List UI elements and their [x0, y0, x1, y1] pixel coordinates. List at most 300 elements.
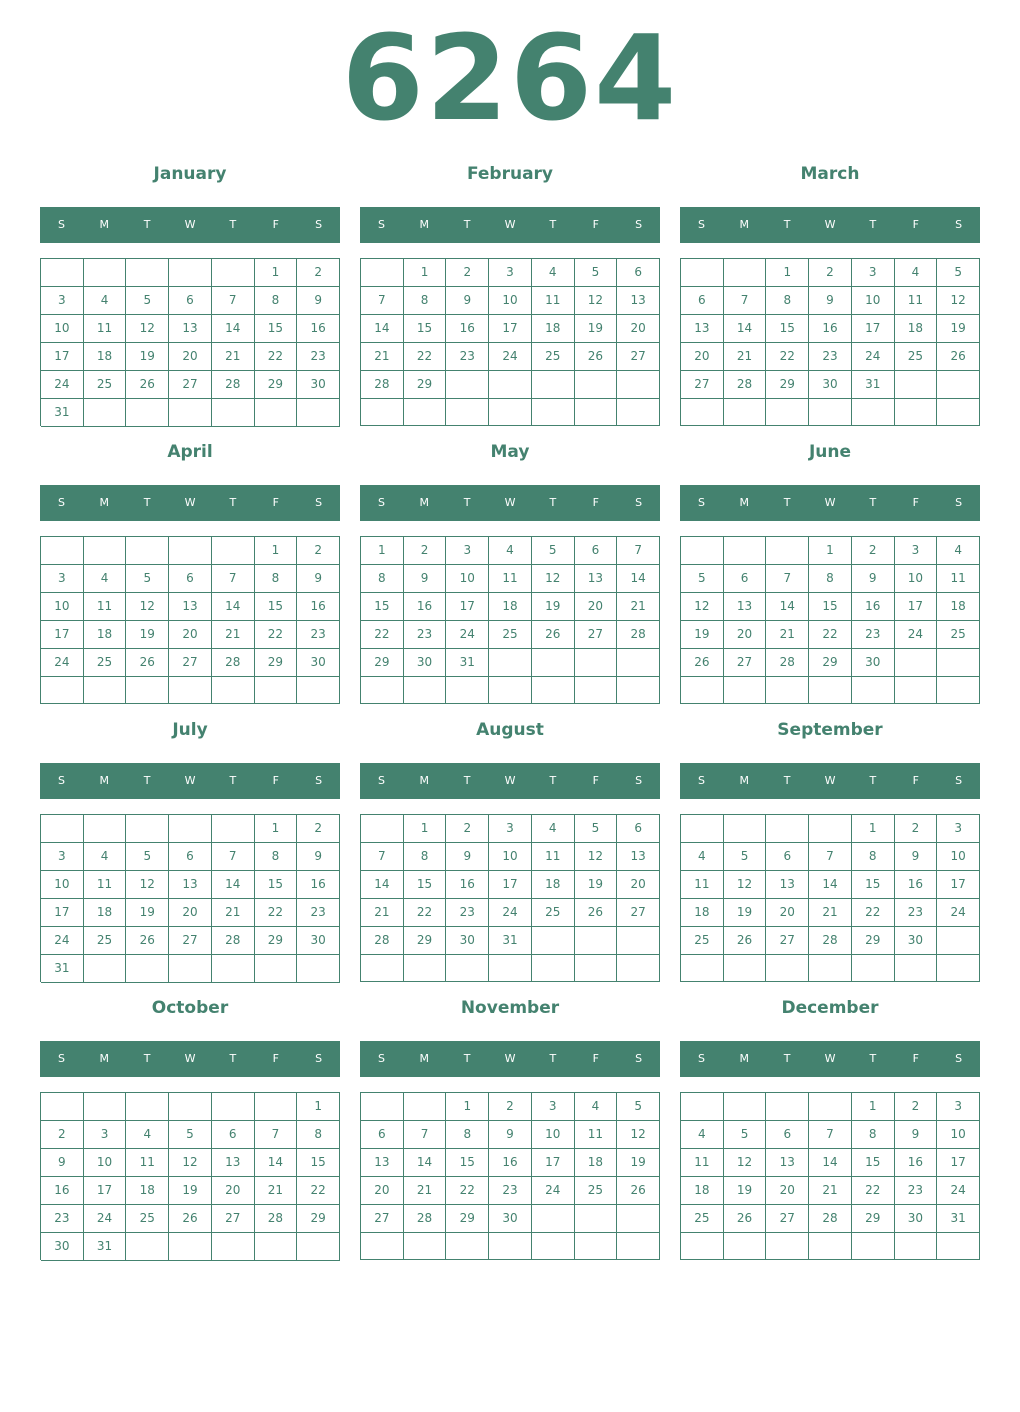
day-cell: 26 — [724, 927, 767, 955]
day-cell: 17 — [852, 315, 895, 343]
empty-day-cell — [126, 815, 169, 843]
day-cell: 30 — [895, 927, 938, 955]
empty-day-cell — [84, 677, 127, 704]
day-cell: 6 — [169, 565, 212, 593]
day-cell: 27 — [681, 371, 724, 399]
empty-day-cell — [169, 259, 212, 287]
weekday-label: T — [143, 218, 151, 231]
empty-day-cell — [575, 1205, 618, 1233]
empty-day-cell — [532, 649, 575, 677]
day-cell: 29 — [255, 371, 298, 399]
day-cell: 4 — [937, 537, 980, 565]
day-cell: 1 — [852, 815, 895, 843]
day-cell: 23 — [446, 343, 489, 371]
empty-day-cell — [84, 537, 127, 565]
day-cell: 3 — [446, 537, 489, 565]
empty-day-cell — [169, 1233, 212, 1261]
day-cell: 1 — [852, 1093, 895, 1121]
day-cell: 2 — [446, 815, 489, 843]
day-cell: 17 — [937, 871, 980, 899]
day-grid — [40, 1092, 340, 1260]
weekday-label: W — [504, 496, 516, 509]
day-cell: 3 — [41, 843, 84, 871]
day-cell: 3 — [852, 259, 895, 287]
empty-day-cell — [895, 399, 938, 426]
day-cell: 15 — [446, 1149, 489, 1177]
day-cell: 19 — [126, 621, 169, 649]
weekday-header — [680, 485, 980, 521]
weekday-label: T — [549, 496, 557, 509]
day-cell: 21 — [212, 621, 255, 649]
day-cell: 17 — [41, 621, 84, 649]
empty-day-cell — [126, 1093, 169, 1121]
empty-day-cell — [766, 677, 809, 704]
weekday-label: F — [592, 218, 599, 231]
month-name: January — [153, 164, 227, 184]
day-cell: 26 — [617, 1177, 660, 1205]
empty-day-cell — [41, 259, 84, 287]
day-cell: 17 — [895, 593, 938, 621]
day-cell: 22 — [404, 899, 447, 927]
empty-day-cell — [895, 649, 938, 677]
day-cell: 18 — [681, 899, 724, 927]
empty-day-cell — [126, 955, 169, 983]
day-cell: 7 — [809, 843, 852, 871]
weekday-label: T — [143, 496, 151, 509]
day-cell: 6 — [681, 287, 724, 315]
empty-day-cell — [126, 1233, 169, 1261]
weekday-label: W — [184, 774, 196, 787]
weekday-label: T — [229, 1052, 237, 1065]
day-cell: 11 — [489, 565, 532, 593]
day-cell: 1 — [255, 259, 298, 287]
weekday-label: F — [912, 774, 919, 787]
day-cell: 26 — [169, 1205, 212, 1233]
day-cell: 24 — [937, 1177, 980, 1205]
day-cell: 7 — [724, 287, 767, 315]
day-cell: 6 — [212, 1121, 255, 1149]
day-cell: 17 — [489, 871, 532, 899]
empty-day-cell — [41, 677, 84, 704]
day-cell: 2 — [41, 1121, 84, 1149]
day-cell: 15 — [297, 1149, 340, 1177]
day-cell: 19 — [169, 1177, 212, 1205]
year-title: 6264 — [341, 9, 679, 147]
day-cell: 13 — [766, 1149, 809, 1177]
empty-day-cell — [212, 677, 255, 704]
day-cell: 7 — [212, 565, 255, 593]
day-cell: 3 — [895, 537, 938, 565]
weekday-label: W — [824, 1052, 836, 1065]
day-cell: 9 — [446, 843, 489, 871]
day-cell: 25 — [937, 621, 980, 649]
empty-day-cell — [212, 815, 255, 843]
empty-day-cell — [255, 955, 298, 983]
day-cell: 4 — [532, 815, 575, 843]
empty-day-cell — [724, 1093, 767, 1121]
empty-day-cell — [809, 1233, 852, 1260]
weekday-label: S — [955, 1052, 963, 1065]
day-grid — [680, 536, 980, 704]
day-cell: 2 — [404, 537, 447, 565]
day-cell: 1 — [297, 1093, 340, 1121]
weekday-header — [360, 207, 660, 243]
day-cell: 12 — [681, 593, 724, 621]
day-cell: 23 — [852, 621, 895, 649]
day-cell: 31 — [41, 955, 84, 983]
day-cell: 16 — [895, 1149, 938, 1177]
day-cell: 19 — [617, 1149, 660, 1177]
day-cell: 17 — [446, 593, 489, 621]
month-name: May — [490, 442, 530, 462]
empty-day-cell — [724, 259, 767, 287]
weekday-label: S — [635, 496, 643, 509]
day-cell: 20 — [575, 593, 618, 621]
empty-day-cell — [532, 371, 575, 399]
day-cell: 31 — [41, 399, 84, 427]
day-cell: 23 — [895, 1177, 938, 1205]
day-cell: 20 — [617, 315, 660, 343]
day-cell: 22 — [852, 1177, 895, 1205]
month-name: June — [808, 442, 852, 462]
day-cell: 18 — [895, 315, 938, 343]
empty-day-cell — [532, 677, 575, 704]
day-cell: 28 — [809, 927, 852, 955]
empty-day-cell — [766, 537, 809, 565]
empty-day-cell — [937, 371, 980, 399]
month-name: November — [460, 998, 560, 1018]
day-grid — [40, 258, 340, 426]
empty-day-cell — [126, 399, 169, 427]
weekday-label: T — [229, 496, 237, 509]
day-cell: 15 — [809, 593, 852, 621]
day-cell: 15 — [852, 1149, 895, 1177]
day-cell: 16 — [895, 871, 938, 899]
day-cell: 11 — [126, 1149, 169, 1177]
day-cell: 26 — [126, 927, 169, 955]
day-cell: 14 — [809, 871, 852, 899]
day-cell: 5 — [126, 287, 169, 315]
day-cell: 27 — [169, 371, 212, 399]
day-cell: 23 — [895, 899, 938, 927]
day-cell: 28 — [361, 371, 404, 399]
day-cell: 10 — [489, 287, 532, 315]
month-name: October — [151, 998, 229, 1018]
day-cell: 25 — [532, 343, 575, 371]
day-cell: 28 — [404, 1205, 447, 1233]
day-cell: 30 — [404, 649, 447, 677]
day-cell: 17 — [41, 899, 84, 927]
day-cell: 3 — [489, 259, 532, 287]
day-cell: 27 — [724, 649, 767, 677]
day-cell: 24 — [446, 621, 489, 649]
empty-day-cell — [489, 371, 532, 399]
day-cell: 30 — [297, 927, 340, 955]
day-cell: 27 — [766, 1205, 809, 1233]
day-cell: 17 — [532, 1149, 575, 1177]
empty-day-cell — [724, 815, 767, 843]
day-cell: 9 — [895, 1121, 938, 1149]
empty-day-cell — [361, 1233, 404, 1260]
empty-day-cell — [575, 677, 618, 704]
day-cell: 25 — [681, 927, 724, 955]
empty-day-cell — [446, 1233, 489, 1260]
empty-day-cell — [766, 955, 809, 982]
empty-day-cell — [212, 1233, 255, 1261]
day-cell: 8 — [255, 565, 298, 593]
weekday-label: T — [549, 218, 557, 231]
weekday-label: S — [697, 1052, 705, 1065]
empty-day-cell — [212, 955, 255, 983]
empty-day-cell — [617, 927, 660, 955]
day-cell: 27 — [212, 1205, 255, 1233]
empty-day-cell — [575, 1233, 618, 1260]
day-cell: 8 — [852, 1121, 895, 1149]
empty-day-cell — [361, 399, 404, 426]
day-cell: 20 — [169, 899, 212, 927]
day-cell: 20 — [212, 1177, 255, 1205]
day-cell: 9 — [297, 843, 340, 871]
empty-day-cell — [297, 1233, 340, 1261]
day-cell: 7 — [809, 1121, 852, 1149]
day-cell: 2 — [809, 259, 852, 287]
empty-day-cell — [809, 1093, 852, 1121]
empty-day-cell — [532, 955, 575, 982]
day-cell: 30 — [809, 371, 852, 399]
weekday-label: W — [824, 774, 836, 787]
day-cell: 31 — [937, 1205, 980, 1233]
empty-day-cell — [361, 815, 404, 843]
day-cell: 12 — [575, 287, 618, 315]
empty-day-cell — [532, 1205, 575, 1233]
day-cell: 25 — [126, 1205, 169, 1233]
day-cell: 10 — [41, 871, 84, 899]
empty-day-cell — [681, 399, 724, 426]
day-cell: 3 — [937, 1093, 980, 1121]
day-cell: 20 — [169, 343, 212, 371]
day-cell: 27 — [617, 343, 660, 371]
day-cell: 11 — [84, 593, 127, 621]
empty-day-cell — [489, 677, 532, 704]
empty-day-cell — [617, 955, 660, 982]
empty-day-cell — [404, 1233, 447, 1260]
day-cell: 26 — [532, 621, 575, 649]
day-cell: 29 — [852, 927, 895, 955]
day-cell: 29 — [809, 649, 852, 677]
weekday-label: T — [869, 496, 877, 509]
weekday-header — [360, 1041, 660, 1077]
day-cell: 28 — [212, 371, 255, 399]
day-cell: 18 — [532, 315, 575, 343]
empty-day-cell — [937, 649, 980, 677]
empty-day-cell — [404, 399, 447, 426]
day-cell: 30 — [297, 649, 340, 677]
day-cell: 23 — [297, 899, 340, 927]
day-cell: 18 — [126, 1177, 169, 1205]
empty-day-cell — [41, 1093, 84, 1121]
empty-day-cell — [937, 927, 980, 955]
day-cell: 24 — [489, 899, 532, 927]
empty-day-cell — [169, 399, 212, 427]
day-cell: 13 — [617, 287, 660, 315]
day-cell: 9 — [809, 287, 852, 315]
weekday-header — [360, 763, 660, 799]
weekday-label: W — [184, 218, 196, 231]
empty-day-cell — [532, 399, 575, 426]
day-cell: 21 — [724, 343, 767, 371]
day-cell: 13 — [169, 871, 212, 899]
day-cell: 8 — [766, 287, 809, 315]
empty-day-cell — [937, 1233, 980, 1260]
day-cell: 19 — [575, 871, 618, 899]
weekday-label: F — [272, 218, 279, 231]
day-cell: 22 — [361, 621, 404, 649]
day-cell: 24 — [937, 899, 980, 927]
weekday-label: F — [592, 496, 599, 509]
day-cell: 13 — [681, 315, 724, 343]
empty-day-cell — [361, 955, 404, 982]
weekday-header — [40, 763, 340, 799]
day-cell: 28 — [724, 371, 767, 399]
empty-day-cell — [681, 815, 724, 843]
day-cell: 7 — [404, 1121, 447, 1149]
day-cell: 15 — [404, 315, 447, 343]
day-cell: 4 — [575, 1093, 618, 1121]
weekday-label: S — [57, 218, 65, 231]
empty-day-cell — [724, 537, 767, 565]
day-cell: 9 — [41, 1149, 84, 1177]
day-cell: 23 — [809, 343, 852, 371]
day-cell: 23 — [446, 899, 489, 927]
day-cell: 21 — [361, 899, 404, 927]
empty-day-cell — [404, 1093, 447, 1121]
day-cell: 23 — [404, 621, 447, 649]
empty-day-cell — [617, 399, 660, 426]
weekday-label: S — [315, 774, 323, 787]
empty-day-cell — [575, 371, 618, 399]
day-cell: 18 — [575, 1149, 618, 1177]
empty-day-cell — [361, 259, 404, 287]
day-cell: 14 — [766, 593, 809, 621]
day-cell: 20 — [681, 343, 724, 371]
day-cell: 20 — [724, 621, 767, 649]
day-cell: 13 — [361, 1149, 404, 1177]
day-cell: 3 — [937, 815, 980, 843]
day-cell: 6 — [169, 843, 212, 871]
day-cell: 23 — [489, 1177, 532, 1205]
empty-day-cell — [809, 677, 852, 704]
weekday-label: S — [377, 218, 385, 231]
empty-day-cell — [766, 815, 809, 843]
weekday-label: M — [739, 218, 750, 231]
day-cell: 28 — [212, 649, 255, 677]
weekday-label: M — [99, 496, 110, 509]
day-cell: 11 — [84, 315, 127, 343]
weekday-label: F — [912, 1052, 919, 1065]
empty-day-cell — [84, 259, 127, 287]
weekday-label: F — [592, 774, 599, 787]
day-cell: 20 — [169, 621, 212, 649]
day-cell: 10 — [937, 1121, 980, 1149]
empty-day-cell — [895, 371, 938, 399]
empty-day-cell — [681, 259, 724, 287]
day-cell: 22 — [297, 1177, 340, 1205]
day-cell: 14 — [724, 315, 767, 343]
weekday-label: S — [955, 774, 963, 787]
day-cell: 26 — [937, 343, 980, 371]
day-cell: 28 — [617, 621, 660, 649]
day-cell: 12 — [126, 593, 169, 621]
day-cell: 8 — [809, 565, 852, 593]
empty-day-cell — [84, 399, 127, 427]
weekday-label: T — [869, 218, 877, 231]
weekday-label: M — [419, 218, 430, 231]
day-cell: 20 — [617, 871, 660, 899]
day-cell: 10 — [532, 1121, 575, 1149]
day-cell: 22 — [255, 899, 298, 927]
day-cell: 2 — [297, 537, 340, 565]
day-grid — [680, 1092, 980, 1260]
day-cell: 12 — [617, 1121, 660, 1149]
day-cell: 15 — [255, 593, 298, 621]
day-cell: 5 — [724, 843, 767, 871]
weekday-label: W — [824, 218, 836, 231]
day-cell: 31 — [489, 927, 532, 955]
day-cell: 18 — [489, 593, 532, 621]
day-cell: 15 — [361, 593, 404, 621]
day-cell: 31 — [446, 649, 489, 677]
empty-day-cell — [809, 815, 852, 843]
day-cell: 13 — [617, 843, 660, 871]
empty-day-cell — [617, 677, 660, 704]
day-cell: 22 — [255, 343, 298, 371]
day-cell: 16 — [404, 593, 447, 621]
day-grid — [40, 536, 340, 704]
empty-day-cell — [617, 1233, 660, 1260]
day-cell: 4 — [84, 843, 127, 871]
day-cell: 13 — [766, 871, 809, 899]
weekday-label: T — [783, 1052, 791, 1065]
day-cell: 14 — [617, 565, 660, 593]
day-cell: 17 — [489, 315, 532, 343]
weekday-label: M — [739, 774, 750, 787]
day-cell: 6 — [617, 815, 660, 843]
day-cell: 12 — [532, 565, 575, 593]
day-cell: 24 — [41, 371, 84, 399]
empty-day-cell — [446, 677, 489, 704]
day-cell: 16 — [489, 1149, 532, 1177]
day-cell: 27 — [575, 621, 618, 649]
empty-day-cell — [895, 677, 938, 704]
weekday-header — [680, 763, 980, 799]
month-name: December — [781, 998, 879, 1018]
empty-day-cell — [766, 399, 809, 426]
day-cell: 16 — [297, 315, 340, 343]
day-cell: 12 — [126, 871, 169, 899]
day-cell: 16 — [852, 593, 895, 621]
weekday-label: W — [824, 496, 836, 509]
day-cell: 25 — [84, 927, 127, 955]
day-cell: 16 — [446, 315, 489, 343]
day-cell: 7 — [617, 537, 660, 565]
day-cell: 5 — [617, 1093, 660, 1121]
day-cell: 16 — [297, 593, 340, 621]
day-cell: 7 — [212, 287, 255, 315]
empty-day-cell — [681, 1233, 724, 1260]
day-cell: 4 — [126, 1121, 169, 1149]
weekday-label: S — [315, 496, 323, 509]
weekday-label: T — [549, 774, 557, 787]
